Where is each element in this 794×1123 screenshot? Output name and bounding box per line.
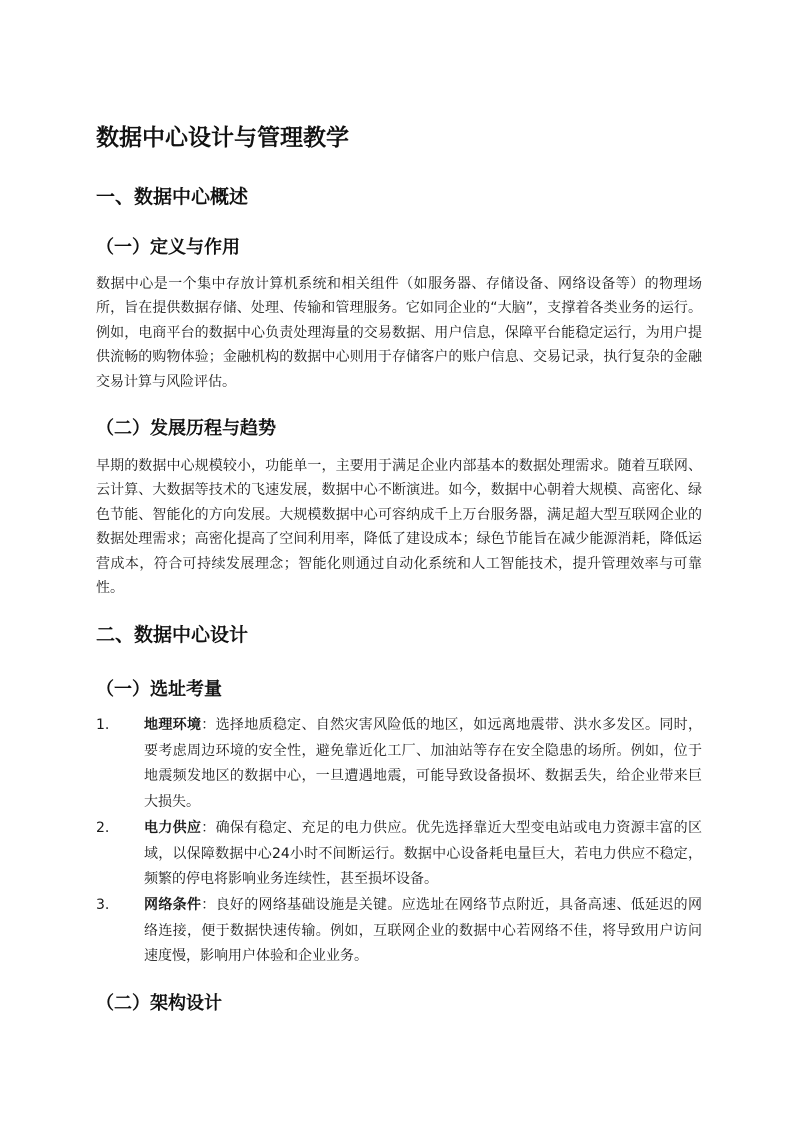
section-heading-overview: 一、数据中心概述 [96,186,249,208]
list-item-number: 3. [96,897,110,913]
paragraph-history: 早期的数据中心规模较小，功能单一，主要用于满足企业内部基本的数据处理需求。随着互联网、云计算、大数据等技术的飞速发展，数据中心不断演进。如今，数据中心朝着大规模、高密化、绿色节能、智能化的方向发展。大规模数据中心可容纳成千上万台服务器，满足超大型互联网企业的数据处理需求；高密化提高了空间利用率，降低了建设成本；绿色节能旨在减少能源消耗，降低运营成本，符合可持续发展理念；智能化则通过自动化系统和人工智能技术，提升管理效率与可靠性。 [96,458,702,597]
subsection-heading-site-selection: （一）选址考量 [96,679,222,700]
list-item-body [144,893,702,970]
list-item [96,713,702,816]
list-item [96,816,702,893]
list-item-body [144,816,702,893]
list-item-number: 2. [96,820,110,836]
section-heading-design: 二、数据中心设计 [96,624,249,646]
site-selection-list [96,713,702,970]
list-item-text: ：良好的网络基础设施是关键。应选址在网络节点附近，具备高速、低延迟的网络连接，便于数据快速传输。例如，互联网企业的数据中心若网络不佳，将导致用户访问速度慢，影响用户体验和企业业务。 [144,897,703,964]
list-item-term: 地理环境 [144,717,202,733]
list-item-body [144,713,702,815]
document-title: 数据中心设计与管理教学 [96,125,349,151]
subsection-heading-architecture: （二）架构设计 [96,993,222,1014]
paragraph-definition: 数据中心是一个集中存放计算机系统和相关组件（如服务器、存储设备、网络设备等）的物理场所，旨在提供数据存储、处理、传输和管理服务。它如同企业的“大脑”，支撑着各类业务的运行。例如，电商平台的数据中心负责处理海量的交易数据、用户信息，保障平台能稳定运行，为用户提供流畅的购物体验；金融机构的数据中心则用于存储客户的账户信息、交易记录，执行复杂的金融交易计算与风险评估。 [96,276,702,390]
subsection-heading-definition: （一）定义与作用 [96,237,240,258]
list-item-term: 电力供应 [144,820,202,836]
list-item-text: ：选择地质稳定、自然灾害风险低的地区，如远离地震带、洪水多发区。同时，要考虑周边环境的安全性，避免靠近化工厂、加油站等存在安全隐患的场所。例如，位于地震频发地区的数据中心，一旦遭遇地震，可能导致设备损坏、数据丢失，给企业带来巨大损失。 [144,717,703,810]
subsection-heading-history: （二）发展历程与趋势 [96,418,276,439]
list-item-text: ：确保有稳定、充足的电力供应。优先选择靠近大型变电站或电力资源丰富的区域，以保障数据中心24小时不间断运行。数据中心设备耗电量巨大，若电力供应不稳定，频繁的停电将影响业务连续性，甚至损坏设备。 [144,820,703,887]
list-item-term: 网络条件 [144,897,202,913]
list-item [96,893,702,970]
list-item-number: 1. [96,717,110,733]
